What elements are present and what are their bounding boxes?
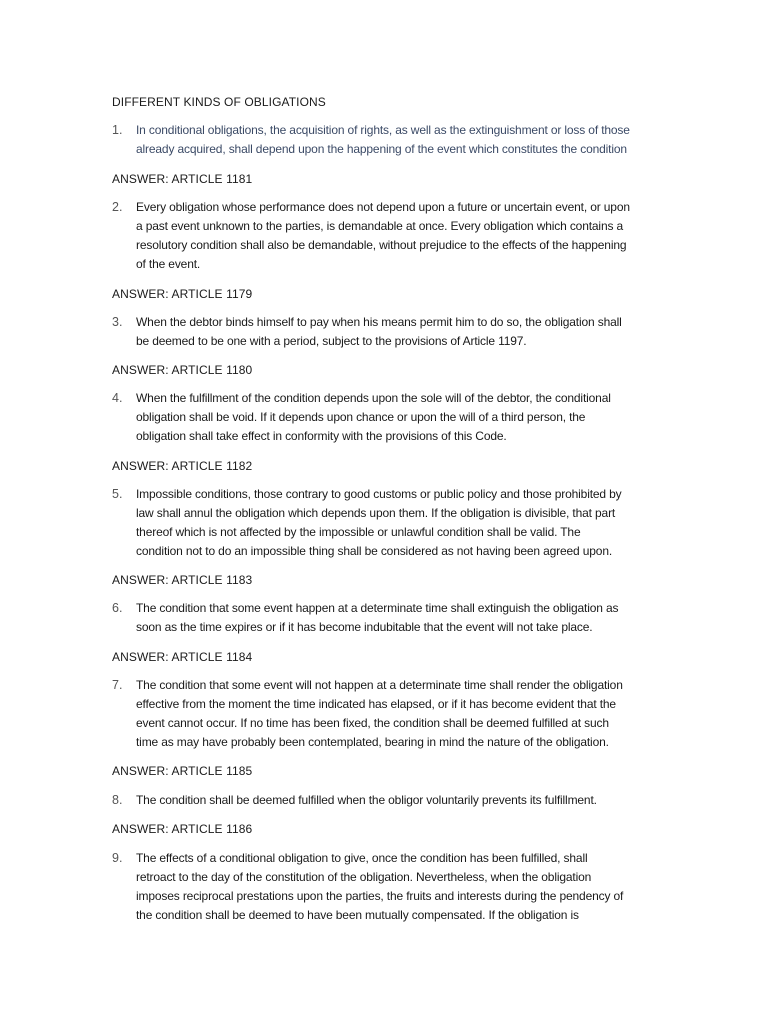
item-text: Impossible conditions, those contrary to good customs or public policy and those prohibited by law shall annul the obligation which depends upon them. If the obligation is divisible, that part thereof which is not affected by the impossible or unlawful condition shall be valid. The condition not to do an impossible thing shall be considered as not having been agreed upon.	[136, 487, 622, 558]
list-item	[112, 389, 682, 446]
item-text: When the debtor binds himself to pay when his means permit him to do so, the obligation shall be deemed to be one with a period, subject to the provisions of Article 1197.	[136, 315, 622, 348]
answer-label: ANSWER: ARTICLE 1180	[112, 363, 253, 377]
list-item	[112, 313, 682, 351]
list-item	[112, 121, 682, 159]
answer-label: ANSWER: ARTICLE 1179	[112, 287, 253, 301]
answer-label: ANSWER: ARTICLE 1186	[112, 822, 253, 836]
document-title: DIFFERENT KINDS OF OBLIGATIONS	[112, 95, 326, 109]
item-text: The condition that some event happen at a determinate time shall extinguish the obligation as soon as the time expires or if it has become indubitable that the event will not take place.	[136, 601, 619, 634]
item-text: The condition that some event will not happen at a determinate time shall render the obligation effective from the moment the time indicated has elapsed, or if it has become evident that the event cannot occur. If no time has been fixed, the condition shall be deemed fulfilled at such time as may have probably been contemplated, bearing in mind the nature of the obligation.	[136, 678, 623, 749]
list-item	[112, 849, 682, 925]
item-text: When the fulfillment of the condition depends upon the sole will of the debtor, the conditional obligation shall be void. If it depends upon chance or upon the will of a third person, the obligation shall take effect in conformity with the provisions of this Code.	[136, 391, 611, 443]
item-number: 3.	[112, 315, 123, 329]
list-item	[112, 485, 682, 561]
item-text: The condition shall be deemed fulfilled when the obligor voluntarily prevents its fulfillment.	[136, 793, 597, 807]
list-item	[112, 599, 682, 637]
item-text: In conditional obligations, the acquisition of rights, as well as the extinguishment or loss of those already acquired, shall depend upon the happening of the event which constitutes the condition	[136, 123, 630, 156]
answer-label: ANSWER: ARTICLE 1183	[112, 573, 253, 587]
item-number: 8.	[112, 793, 123, 807]
answer-label: ANSWER: ARTICLE 1182	[112, 459, 253, 473]
answer-label: ANSWER: ARTICLE 1181	[112, 172, 253, 186]
list-item	[112, 198, 682, 274]
item-number: 6.	[112, 601, 123, 615]
item-number: 7.	[112, 678, 123, 692]
item-number: 5.	[112, 487, 123, 501]
answer-label: ANSWER: ARTICLE 1184	[112, 650, 253, 664]
item-number: 2.	[112, 200, 123, 214]
item-text: The effects of a conditional obligation to give, once the condition has been fulfilled, shall retroact to the day of the constitution of the obligation. Nevertheless, when the obligation imposes reciprocal prestations upon the parties, the fruits and interests during the pendency of the condition shall be deemed to have been mutually compensated. If the obligation is	[136, 851, 624, 922]
list-item	[112, 676, 682, 752]
answer-label: ANSWER: ARTICLE 1185	[112, 764, 253, 778]
item-number: 4.	[112, 391, 123, 405]
item-text: Every obligation whose performance does not depend upon a future or uncertain event, or upon a past event unknown to the parties, is demandable at once. Every obligation which contains a resolutory condition shall also be demandable, without prejudice to the effects of the happening of the event.	[136, 200, 630, 271]
item-number: 9.	[112, 851, 123, 865]
item-number: 1.	[112, 123, 123, 137]
list-item	[112, 791, 682, 810]
